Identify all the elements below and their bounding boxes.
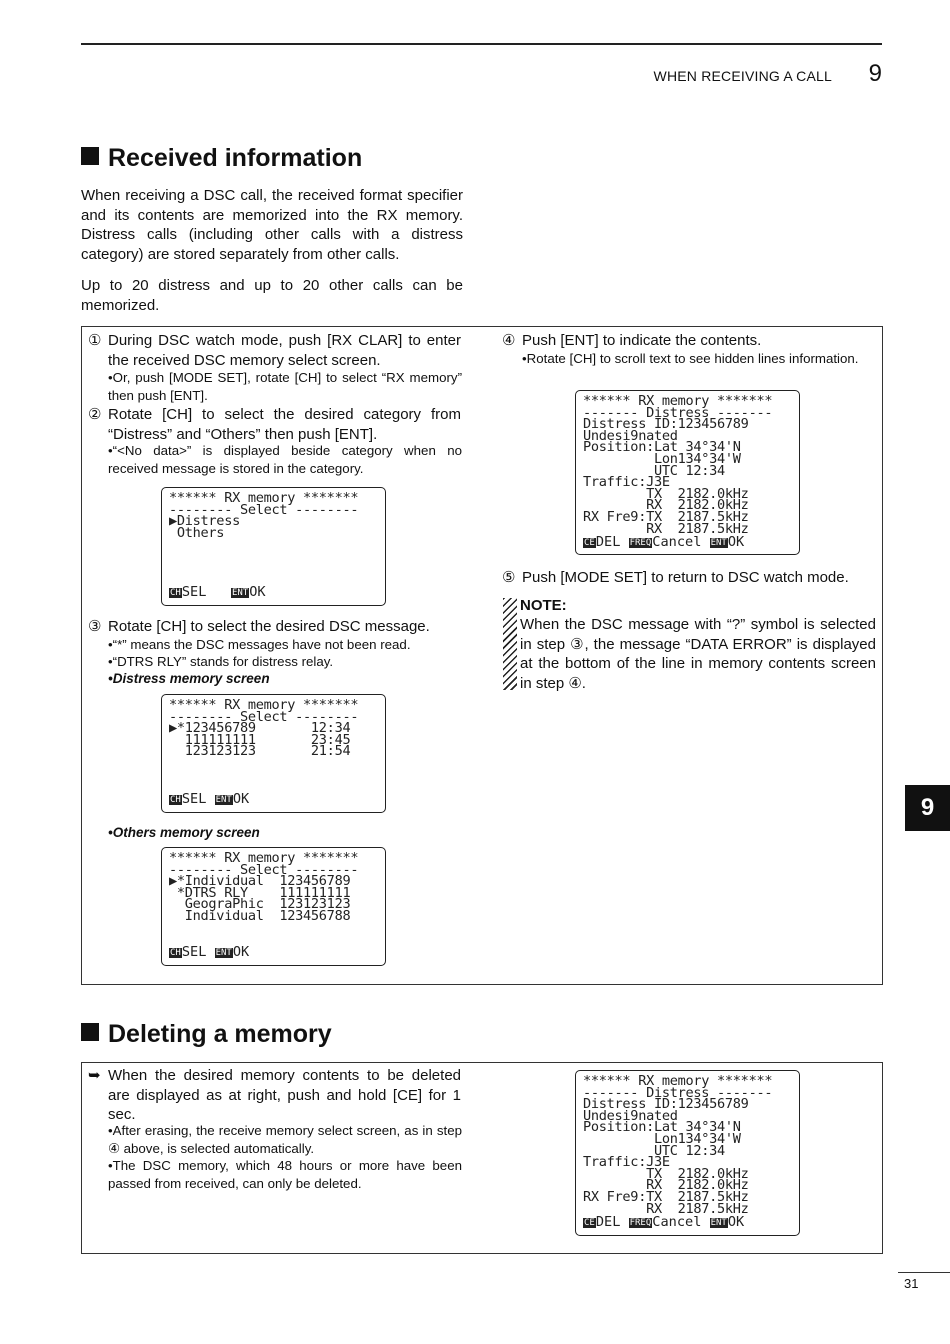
lcd-select-lines: ****** RX memory ******* -------- Select -------- ▶Distress Others xyxy=(169,490,359,541)
deleting-bullet-1: •After erasing, the receive memory select screen, as in step ④ above, is selected automatically. xyxy=(108,1123,462,1156)
step-1: ① During DSC watch mode, push [RX CLAR] to enter the received DSC memory select screen. xyxy=(88,332,461,369)
lcd-delete-footer: CEDEL FREQCancel ENTOK xyxy=(584,1214,745,1230)
step-2: ② Rotate [CH] to select the desired category from “Distress” and “Others” then push [ENT]. xyxy=(88,406,461,443)
deleting-bullet-2: •The DSC memory, which 48 hours or more have been passed from received, can only be deleted. xyxy=(108,1158,462,1191)
step-2-bullet: •“<No data>” is displayed beside category when no received message is stored in the category. xyxy=(108,443,462,476)
lcd-others-footer: CHSEL ENTOK xyxy=(170,944,250,960)
distress-memory-label: •Distress memory screen xyxy=(108,671,270,686)
lcd-others-lines: ****** RX memory ******* -------- Select -------- ▶*Individual 123456789 *DTRS RLY 111111111 GeograPhic 123123123 Individual 123456788 xyxy=(169,850,359,924)
header-section-number: 9 xyxy=(868,60,882,87)
lcd-contents-footer: CEDEL FREQCancel ENTOK xyxy=(584,534,745,550)
page-number: 31 xyxy=(904,1276,919,1291)
lcd-distress-screen xyxy=(161,694,386,813)
lcd-delete-lines: ****** RX memory ******* ------- Distress ------- Distress ID:123456789 Undesi9nated Position:Lat 34°34'N Lon134°34'W UTC 12:34 Traffic:J3E TX 2182.0kHz RX 2182.0kHz RX Fre9:TX 2187.5kHz RX 2187.5kHz xyxy=(583,1073,773,1217)
lcd-contents-screen xyxy=(575,390,800,555)
header-title: WHEN RECEIVING A CALL xyxy=(653,68,832,84)
lcd-select-footer: CHSEL ENTOK xyxy=(170,584,266,600)
received-paragraph-1: When receiving a DSC call, the received format specifier and its contents are memorized into the RX memory. Distress calls (including other calls with a distress category) are stored separately from other calls. xyxy=(81,187,463,263)
section-side-tab: 9 xyxy=(905,785,950,831)
step-3-bullet-1: •“*” means the DSC messages have not been read. xyxy=(108,637,411,652)
square-bullet-icon xyxy=(81,1023,99,1041)
others-memory-label: •Others memory screen xyxy=(108,825,260,840)
lcd-delete-screen xyxy=(575,1070,800,1236)
square-bullet-icon xyxy=(81,147,99,165)
top-rule xyxy=(81,43,882,45)
lcd-others-screen xyxy=(161,847,386,966)
received-heading: Received information xyxy=(81,144,362,173)
note-title: NOTE: xyxy=(520,597,567,614)
page-number-rule xyxy=(898,1272,950,1273)
lcd-distress-lines: ****** RX memory ******* -------- Select -------- ▶*123456789 12:34 111111111 23:45 123123123 21:54 xyxy=(169,697,359,760)
step-3-bullet-2: •“DTRS RLY” stands for distress relay. xyxy=(108,654,334,669)
arrow-right-icon: ➥ xyxy=(88,1067,101,1084)
step-4: ④ Push [ENT] to indicate the contents. xyxy=(502,332,762,349)
received-paragraph-2: Up to 20 distress and up to 20 other calls can be memorized. xyxy=(81,277,463,314)
deleting-step: ➥ When the desired memory contents to be deleted are displayed as at right, push and hold [CE] for 1 sec. xyxy=(88,1067,461,1123)
step-4-bullet: •Rotate [CH] to scroll text to see hidden lines information. xyxy=(522,351,859,366)
note-text: When the DSC message with “?” symbol is selected in step ③, the message “DATA ERROR” is displayed at the bottom of the line in memory contents screen in step ④. xyxy=(520,616,876,692)
lcd-distress-footer: CHSEL ENTOK xyxy=(170,791,250,807)
deleting-heading: Deleting a memory xyxy=(81,1020,332,1049)
lcd-select-screen xyxy=(161,487,386,606)
step-1-bullet: •Or, push [MODE SET], rotate [CH] to select “RX memory” then push [ENT]. xyxy=(108,370,462,403)
note-hatch-icon xyxy=(503,598,517,690)
step-3: ③ Rotate [CH] to select the desired DSC message. xyxy=(88,618,430,635)
lcd-contents-lines: ****** RX memory ******* ------- Distress ------- Distress ID:123456789 Undesi9nated Position:Lat 34°34'N Lon134°34'W UTC 12:34 Traffic:J3E TX 2182.0kHz RX 2182.0kHz RX Fre9:TX 2187.5kHz RX 2187.5kHz xyxy=(583,393,773,537)
step-5: ⑤ Push [MODE SET] to return to DSC watch mode. xyxy=(502,569,849,586)
